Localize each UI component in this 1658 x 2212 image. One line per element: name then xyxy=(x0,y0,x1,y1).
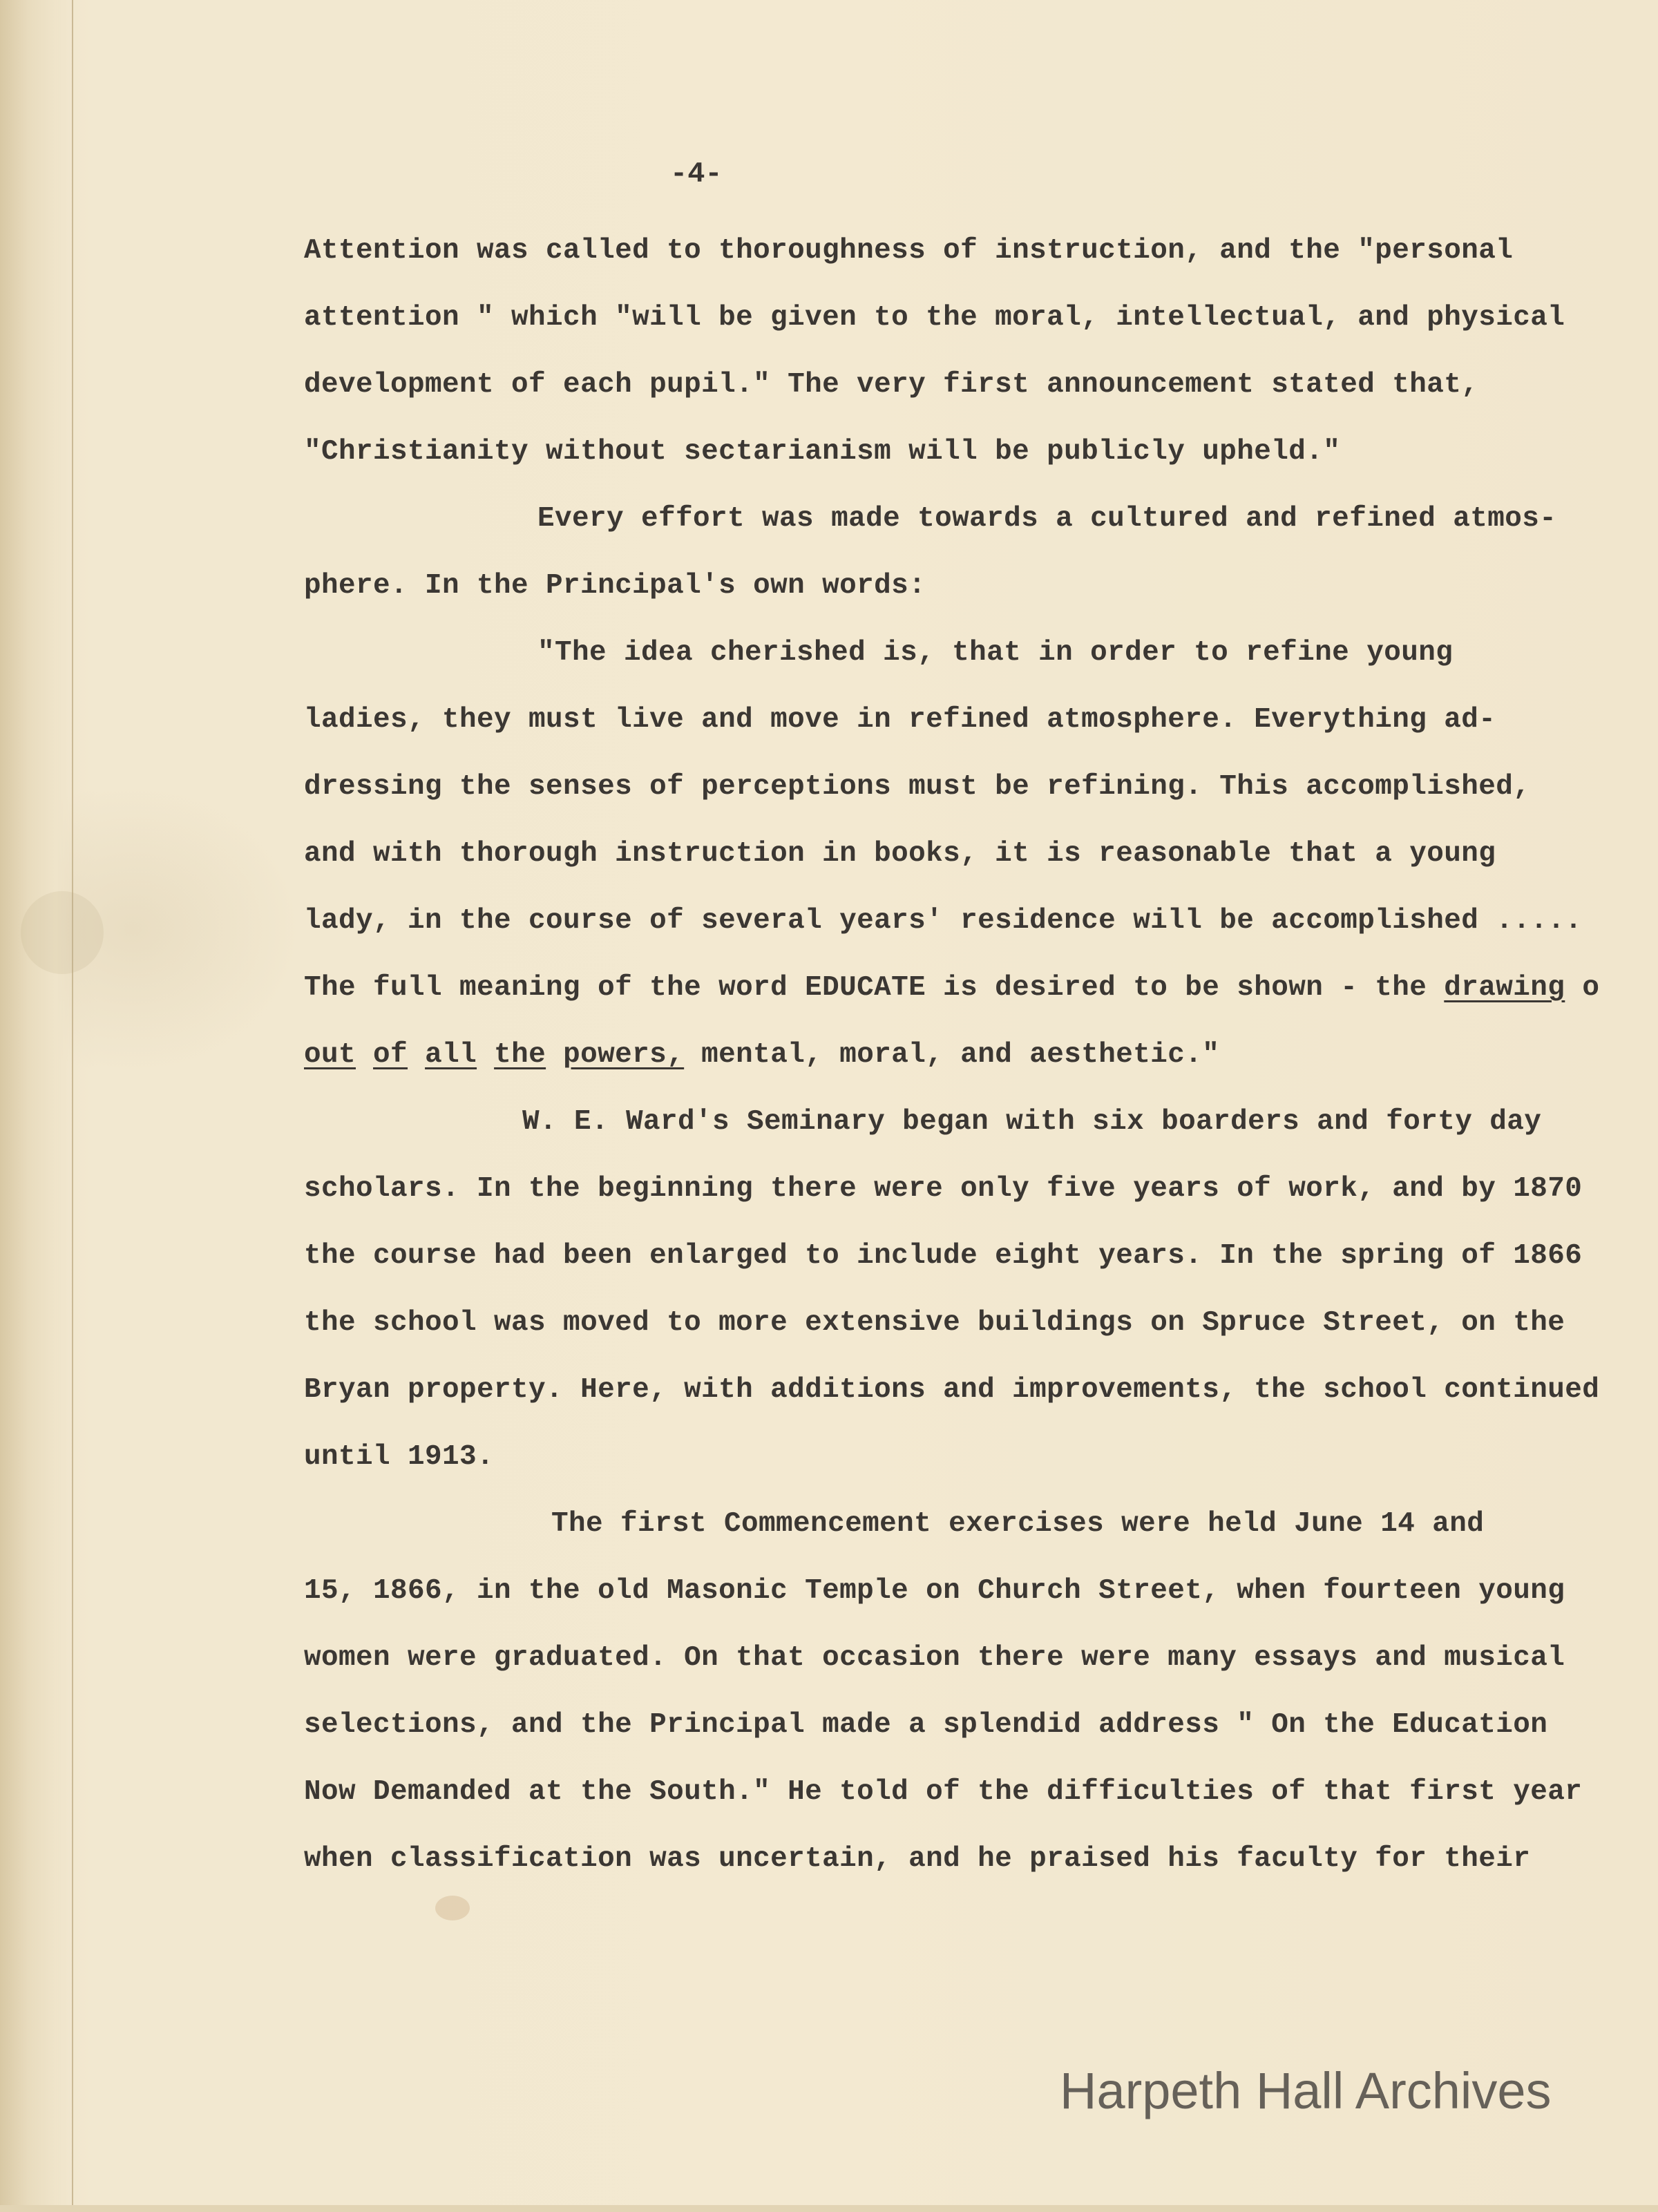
underlined-word: the xyxy=(494,1039,546,1071)
paper-left-edge xyxy=(0,0,73,2212)
text-line: phere. In the Principal's own words: xyxy=(304,570,926,602)
text-line: scholars. In the beginning there were only five years of work, and by 1870 xyxy=(304,1173,1583,1205)
text-line: selections, and the Principal made a splendid address " On the Education xyxy=(304,1709,1548,1741)
page-number: -4- xyxy=(670,158,723,191)
text-line: W. E. Ward's Seminary began with six boarders and forty day xyxy=(522,1106,1542,1138)
quote-line: ladies, they must live and move in refined atmosphere. Everything ad- xyxy=(304,704,1496,736)
text-line: Every effort was made towards a cultured and refined atmos- xyxy=(537,503,1557,535)
text-line: women were graduated. On that occasion there were many essays and musical xyxy=(304,1642,1565,1674)
quote-line: and with thorough instruction in books, it is reasonable that a young xyxy=(304,838,1496,870)
text-line: the course had been enlarged to include eight years. In the spring of 1866 xyxy=(304,1240,1583,1272)
text-line: Bryan property. Here, with additions and improvements, the school continued xyxy=(304,1374,1600,1406)
paper-stain xyxy=(21,891,104,974)
quote-line: lady, in the course of several years' residence will be accomplished ..... xyxy=(304,905,1583,937)
underlined-word: drawing xyxy=(1444,972,1565,1004)
quote-line: dressing the senses of perceptions must be refining. This accomplished, xyxy=(304,771,1531,803)
text-line: when classification was uncertain, and he praised his faculty for their xyxy=(304,1843,1531,1875)
text-line: "Christianity without sectarianism will be publicly upheld." xyxy=(304,436,1341,468)
text-line: The first Commencement exercises were held June 14 and xyxy=(551,1508,1485,1540)
quote-line xyxy=(304,974,1599,1002)
quote-line: "The idea cherished is, that in order to refine young xyxy=(537,637,1454,669)
archive-watermark: Harpeth Hall Archives xyxy=(1060,2062,1552,2119)
text-line: attention " which "will be given to the moral, intellectual, and physical xyxy=(304,302,1565,334)
paper-bottom-edge xyxy=(0,2205,1658,2212)
underlined-word: powers, xyxy=(563,1039,685,1071)
text-line: the school was moved to more extensive buildings on Spruce Street, on the xyxy=(304,1307,1565,1339)
text-line: 15, 1866, in the old Masonic Temple on Church Street, when fourteen young xyxy=(304,1575,1565,1607)
quote-text: o xyxy=(1582,972,1600,1004)
quote-line xyxy=(304,1041,1219,1069)
quote-text: mental, moral, and aesthetic." xyxy=(701,1039,1220,1071)
text-line: Now Demanded at the South." He told of the difficulties of that first year xyxy=(304,1776,1583,1808)
text-line: development of each pupil." The very first announcement stated that, xyxy=(304,369,1479,401)
text-line: until 1913. xyxy=(304,1441,495,1473)
underlined-word: all xyxy=(425,1039,477,1071)
text-line: Attention was called to thoroughness of instruction, and the "personal xyxy=(304,235,1514,267)
underlined-word: of xyxy=(373,1039,408,1071)
quote-text: The full meaning of the word EDUCATE is desired to be shown - the xyxy=(304,972,1427,1004)
underlined-word: out xyxy=(304,1039,356,1071)
paper-stain xyxy=(435,1896,470,1920)
